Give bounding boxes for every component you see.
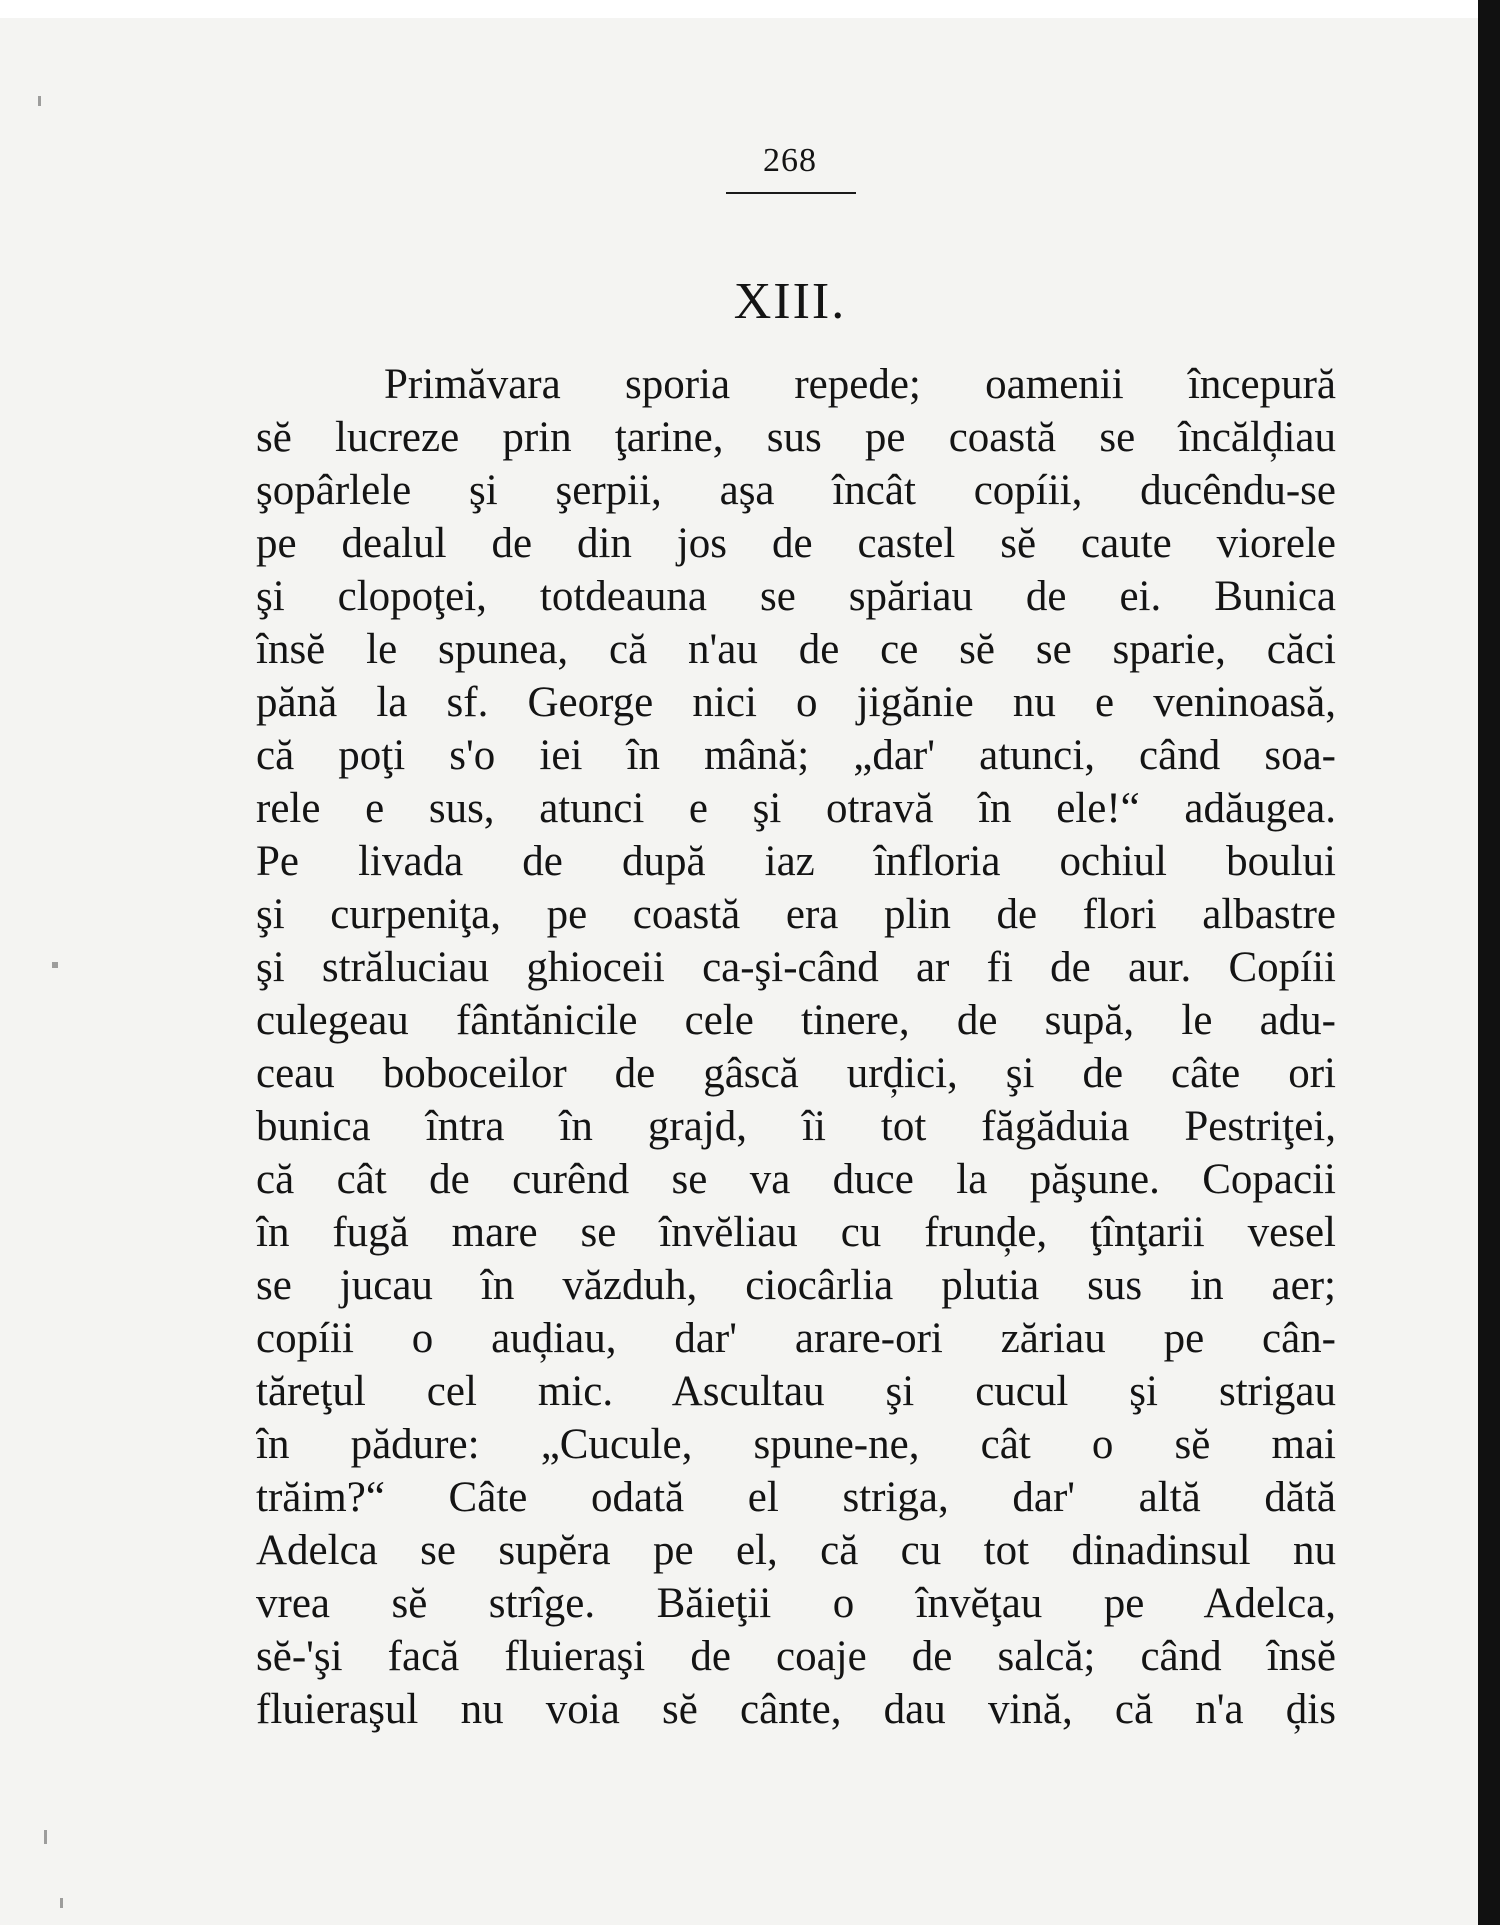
page-number-underline: [726, 192, 856, 194]
text-line: ceau bobocеilor de gâscă urḑici, şi de câte ori: [256, 1050, 1336, 1097]
text-line: însĕ le spunea, că n'au de ce sĕ se sparie, căci: [256, 626, 1336, 673]
text-line: şi curpeniţa, pe coastă era plin de flori albastre: [256, 891, 1336, 938]
text-line: rele e sus, atunci e şi otravă în ele!“ adăugea.: [256, 785, 1336, 832]
text-line: bunica întra în grajd, îi tot făgăduia Pestriţei,: [256, 1103, 1336, 1150]
page-number: 268: [763, 142, 817, 179]
text-line: că cât de curênd se va duce la păşune. Copacii: [256, 1156, 1336, 1203]
text-line: se jucau în văzduh, ciocârlia plutia sus in aer;: [256, 1262, 1336, 1309]
text-line: pe dealul de din jos de castel sĕ caute viorele: [256, 520, 1336, 567]
text-line: sĕ lucreze prin ţarine, sus pe coastă se încălḑiau: [256, 414, 1336, 461]
scan-speck: [52, 962, 58, 968]
text-line: Adelca se supĕra pe el, că cu tot dinadinsul nu: [256, 1527, 1336, 1574]
text-line: trăim?“ Câte odată el striga, dar' altă dătă: [256, 1474, 1336, 1521]
text-line: Primăvara sporia repede; oamenii începură: [384, 361, 1336, 408]
text-line: şopârlele şi şerpii, aşa încât copíii, ducêndu-se: [256, 467, 1336, 514]
text-line: copíii o auḑiau, dar' arare-ori zăriau pe cân-: [256, 1315, 1336, 1362]
text-line: culegeau fântănicile cele tinere, de supă, le adu-: [256, 997, 1336, 1044]
scan-speck: [60, 1898, 63, 1908]
scan-speck: [44, 1830, 47, 1844]
text-line: şi străluciau ghiocеii ca-şi-când ar fi de aur. Copíii: [256, 944, 1336, 991]
text-line: sĕ-'şi facă fluieraşi de coaje de salcă; când însĕ: [256, 1633, 1336, 1680]
text-line: Pe livada de după iaz înfloria ochiul boului: [256, 838, 1336, 885]
text-line: pănă la sf. George nici o jigănie nu e veninoasă,: [256, 679, 1336, 726]
text-line: în pădure: „Cucule, spune-ne, cât o sĕ mai: [256, 1421, 1336, 1468]
text-line: vrea sĕ strîge. Băieţii o învĕţau pe Adelca,: [256, 1580, 1336, 1627]
text-line: şi clopoţei, totdeauna se spăriau de ei. Bunica: [256, 573, 1336, 620]
text-line: în fugă mare se învĕliau cu frunḑe, ţînţarii vesel: [256, 1209, 1336, 1256]
text-line: tăreţul cel mic. Ascultau şi cucul şi strigau: [256, 1368, 1336, 1415]
scan-speck: [38, 96, 41, 106]
text-line: fluieraşul nu voia sĕ cânte, dau vină, că n'a ḑis: [256, 1686, 1336, 1733]
chapter-heading: XIII.: [733, 273, 847, 330]
body-paragraph: [256, 358, 1336, 1736]
text-line: că poţi s'o iei în mână; „dar' atunci, când soa-: [256, 732, 1336, 779]
